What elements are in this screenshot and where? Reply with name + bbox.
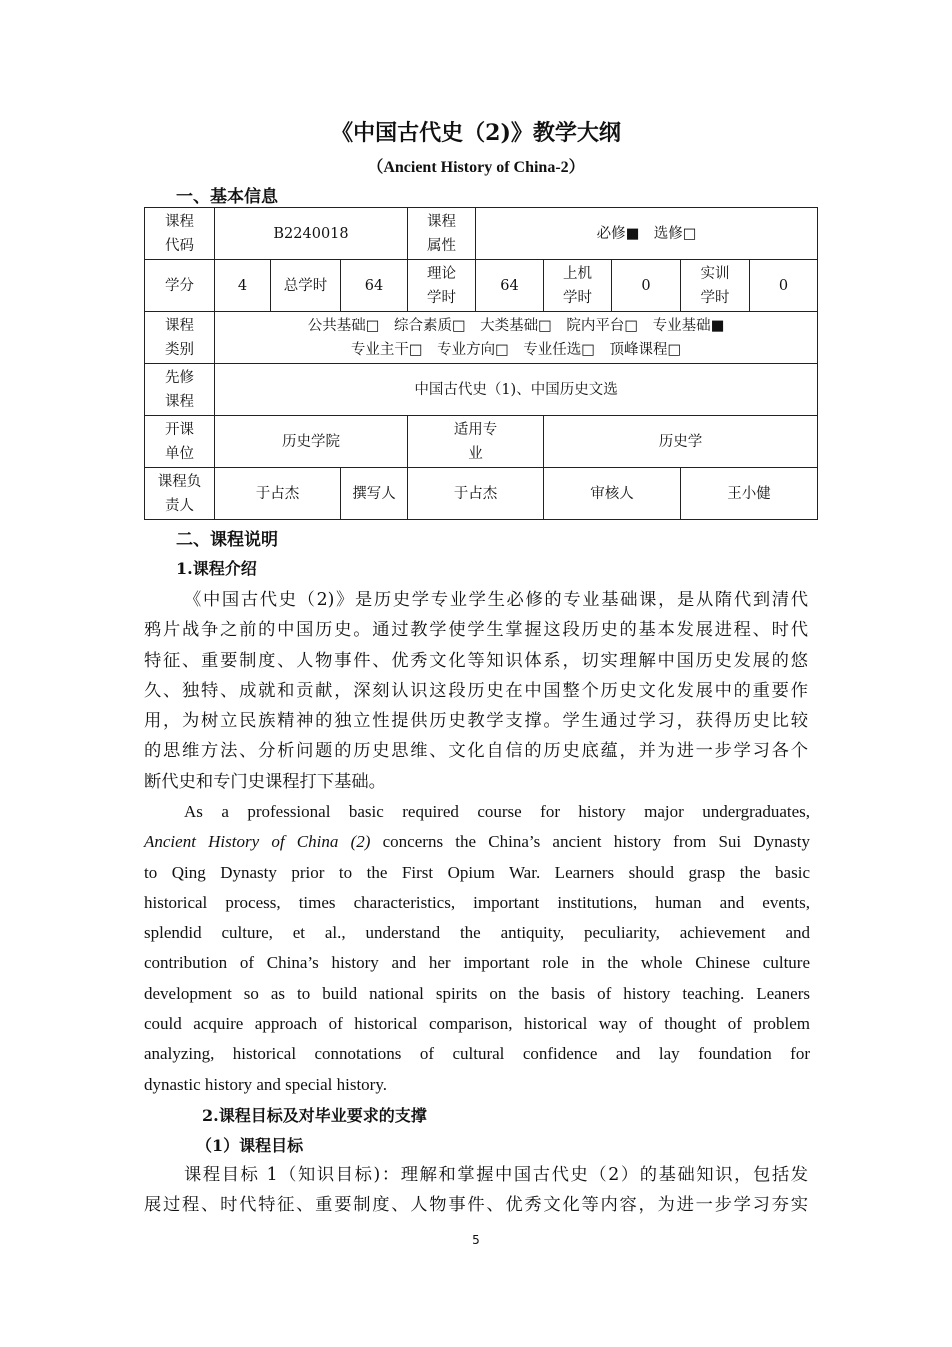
intro-cn-line: 特征、重要制度、人物事件、优秀文化等知识体系，切实理解中国历史发展的悠 (144, 650, 808, 671)
theory-hours-label: 理论学时 (408, 260, 476, 312)
credit-value: 4 (215, 260, 271, 312)
course-intro-heading: 1.课程介绍 (176, 559, 257, 578)
intro-cn-line: 久、独特、成就和贡献，深刻认识这段历史在中国整个历史文化发展中的重要作 (144, 680, 808, 701)
course-owner-label: 课程负责人 (145, 468, 215, 520)
total-hours-value: 64 (341, 260, 408, 312)
document-subtitle: （Ancient History of China-2） (367, 159, 585, 176)
course-attr-label: 课程属性 (408, 208, 476, 260)
goal-line: 展过程、时代特征、重要制度、人物事件、优秀文化等内容，为进一步学习夯实 (144, 1195, 808, 1216)
section-basic-info-heading: 一、基本信息 (176, 187, 278, 207)
course-category-options (215, 312, 818, 364)
writer-label: 撰写人 (341, 468, 408, 520)
intro-cn-line: 鸦片战争之前的中国历史。通过教学使学生掌握这段历史的基本发展进程、时代 (144, 620, 808, 641)
intro-cn-line: 断代史和专门史课程打下基础。 (144, 771, 386, 792)
course-attr-value: 必修■ 选修□ (476, 208, 818, 260)
course-intro-chinese (144, 585, 808, 797)
page-number: 5 (472, 1233, 480, 1247)
credit-label: 学分 (145, 260, 215, 312)
theory-hours-value: 64 (476, 260, 544, 312)
basic-info-table (144, 207, 818, 520)
category-options-line2: 专业主干□ 专业方向□ 专业任选□ 顶峰课程□ (350, 341, 682, 358)
practice-hours-label: 实训学时 (681, 260, 750, 312)
course-goals-subheading: （1）课程目标 (196, 1136, 304, 1155)
course-code-label: 课程代码 (145, 208, 215, 260)
section-course-description-heading: 二、课程说明 (176, 530, 278, 550)
course-title-italic: Ancient History of China (2) (144, 832, 371, 852)
intro-en-line: analyzing, historical connotations of cultural confidence and lay foundation for (144, 1044, 810, 1064)
computer-hours-value: 0 (612, 260, 681, 312)
intro-en-line: could acquire approach of historical comparison, historical way of thought of problem (144, 1014, 810, 1034)
intro-en-line: dynastic history and special history. (144, 1074, 387, 1094)
intro-en-line-rest: concerns the China’s ancient history from Sui Dynasty (370, 832, 811, 852)
intro-en-line: development so as to build national spirits on the basis of history teaching. Leaners (144, 983, 810, 1003)
intro-en-line: contribution of China’s history and her important role in the whole Chinese culture (144, 953, 810, 973)
course-owner-value: 于占杰 (215, 468, 341, 520)
course-goals-heading: 2.课程目标及对毕业要求的支撑 (202, 1106, 427, 1125)
applicable-major-value: 历史学 (544, 416, 818, 468)
offering-unit-value: 历史学院 (215, 416, 408, 468)
intro-en-line: historical process, times characteristics, important institutions, human and events, (144, 892, 810, 912)
course-goal-1 (144, 1160, 808, 1221)
writer-value: 于占杰 (408, 468, 544, 520)
intro-en-line (144, 827, 810, 857)
intro-en-line: splendid culture, et al., understand the antiquity, peculiarity, achievement and (144, 923, 810, 943)
intro-en-line: to Qing Dynasty prior to the First Opium War. Learners should grasp the basic (144, 862, 810, 882)
reviewer-value: 王小健 (681, 468, 818, 520)
document-title: 《中国古代史（2)》教学大纲 (331, 120, 621, 146)
intro-cn-line: 的思维方法、分析问题的历史思维、文化自信的历史底蕴，并为进一步学习各个 (144, 741, 808, 762)
category-options-line1: 公共基础□ 综合素质□ 大类基础□ 院内平台□ 专业基础■ (307, 317, 725, 334)
intro-en-line: As a professional basic required course for history major undergraduates, (184, 802, 810, 821)
practice-hours-value: 0 (750, 260, 818, 312)
reviewer-label: 审核人 (544, 468, 681, 520)
computer-hours-label: 上机学时 (544, 260, 612, 312)
intro-cn-line: 用，为树立民族精神的独立性提供历史教学支撑。学生通过学习，获得历史比较 (144, 711, 808, 732)
offering-unit-label: 开课单位 (145, 416, 215, 468)
prereq-label: 先修课程 (145, 364, 215, 416)
course-intro-english (144, 797, 810, 1100)
total-hours-label: 总学时 (271, 260, 341, 312)
goal-line: 课程目标 1（知识目标)：理解和掌握中国古代史（2）的基础知识，包括发 (184, 1165, 808, 1185)
course-category-label: 课程类别 (145, 312, 215, 364)
intro-cn-line: 《中国古代史（2)》是历史学专业学生必修的专业基础课，是从隋代到清代 (184, 590, 808, 610)
applicable-major-label: 适用专业 (408, 416, 544, 468)
course-code-value: B2240018 (215, 208, 408, 260)
prereq-value: 中国古代史（1)、中国历史文选 (215, 364, 818, 416)
